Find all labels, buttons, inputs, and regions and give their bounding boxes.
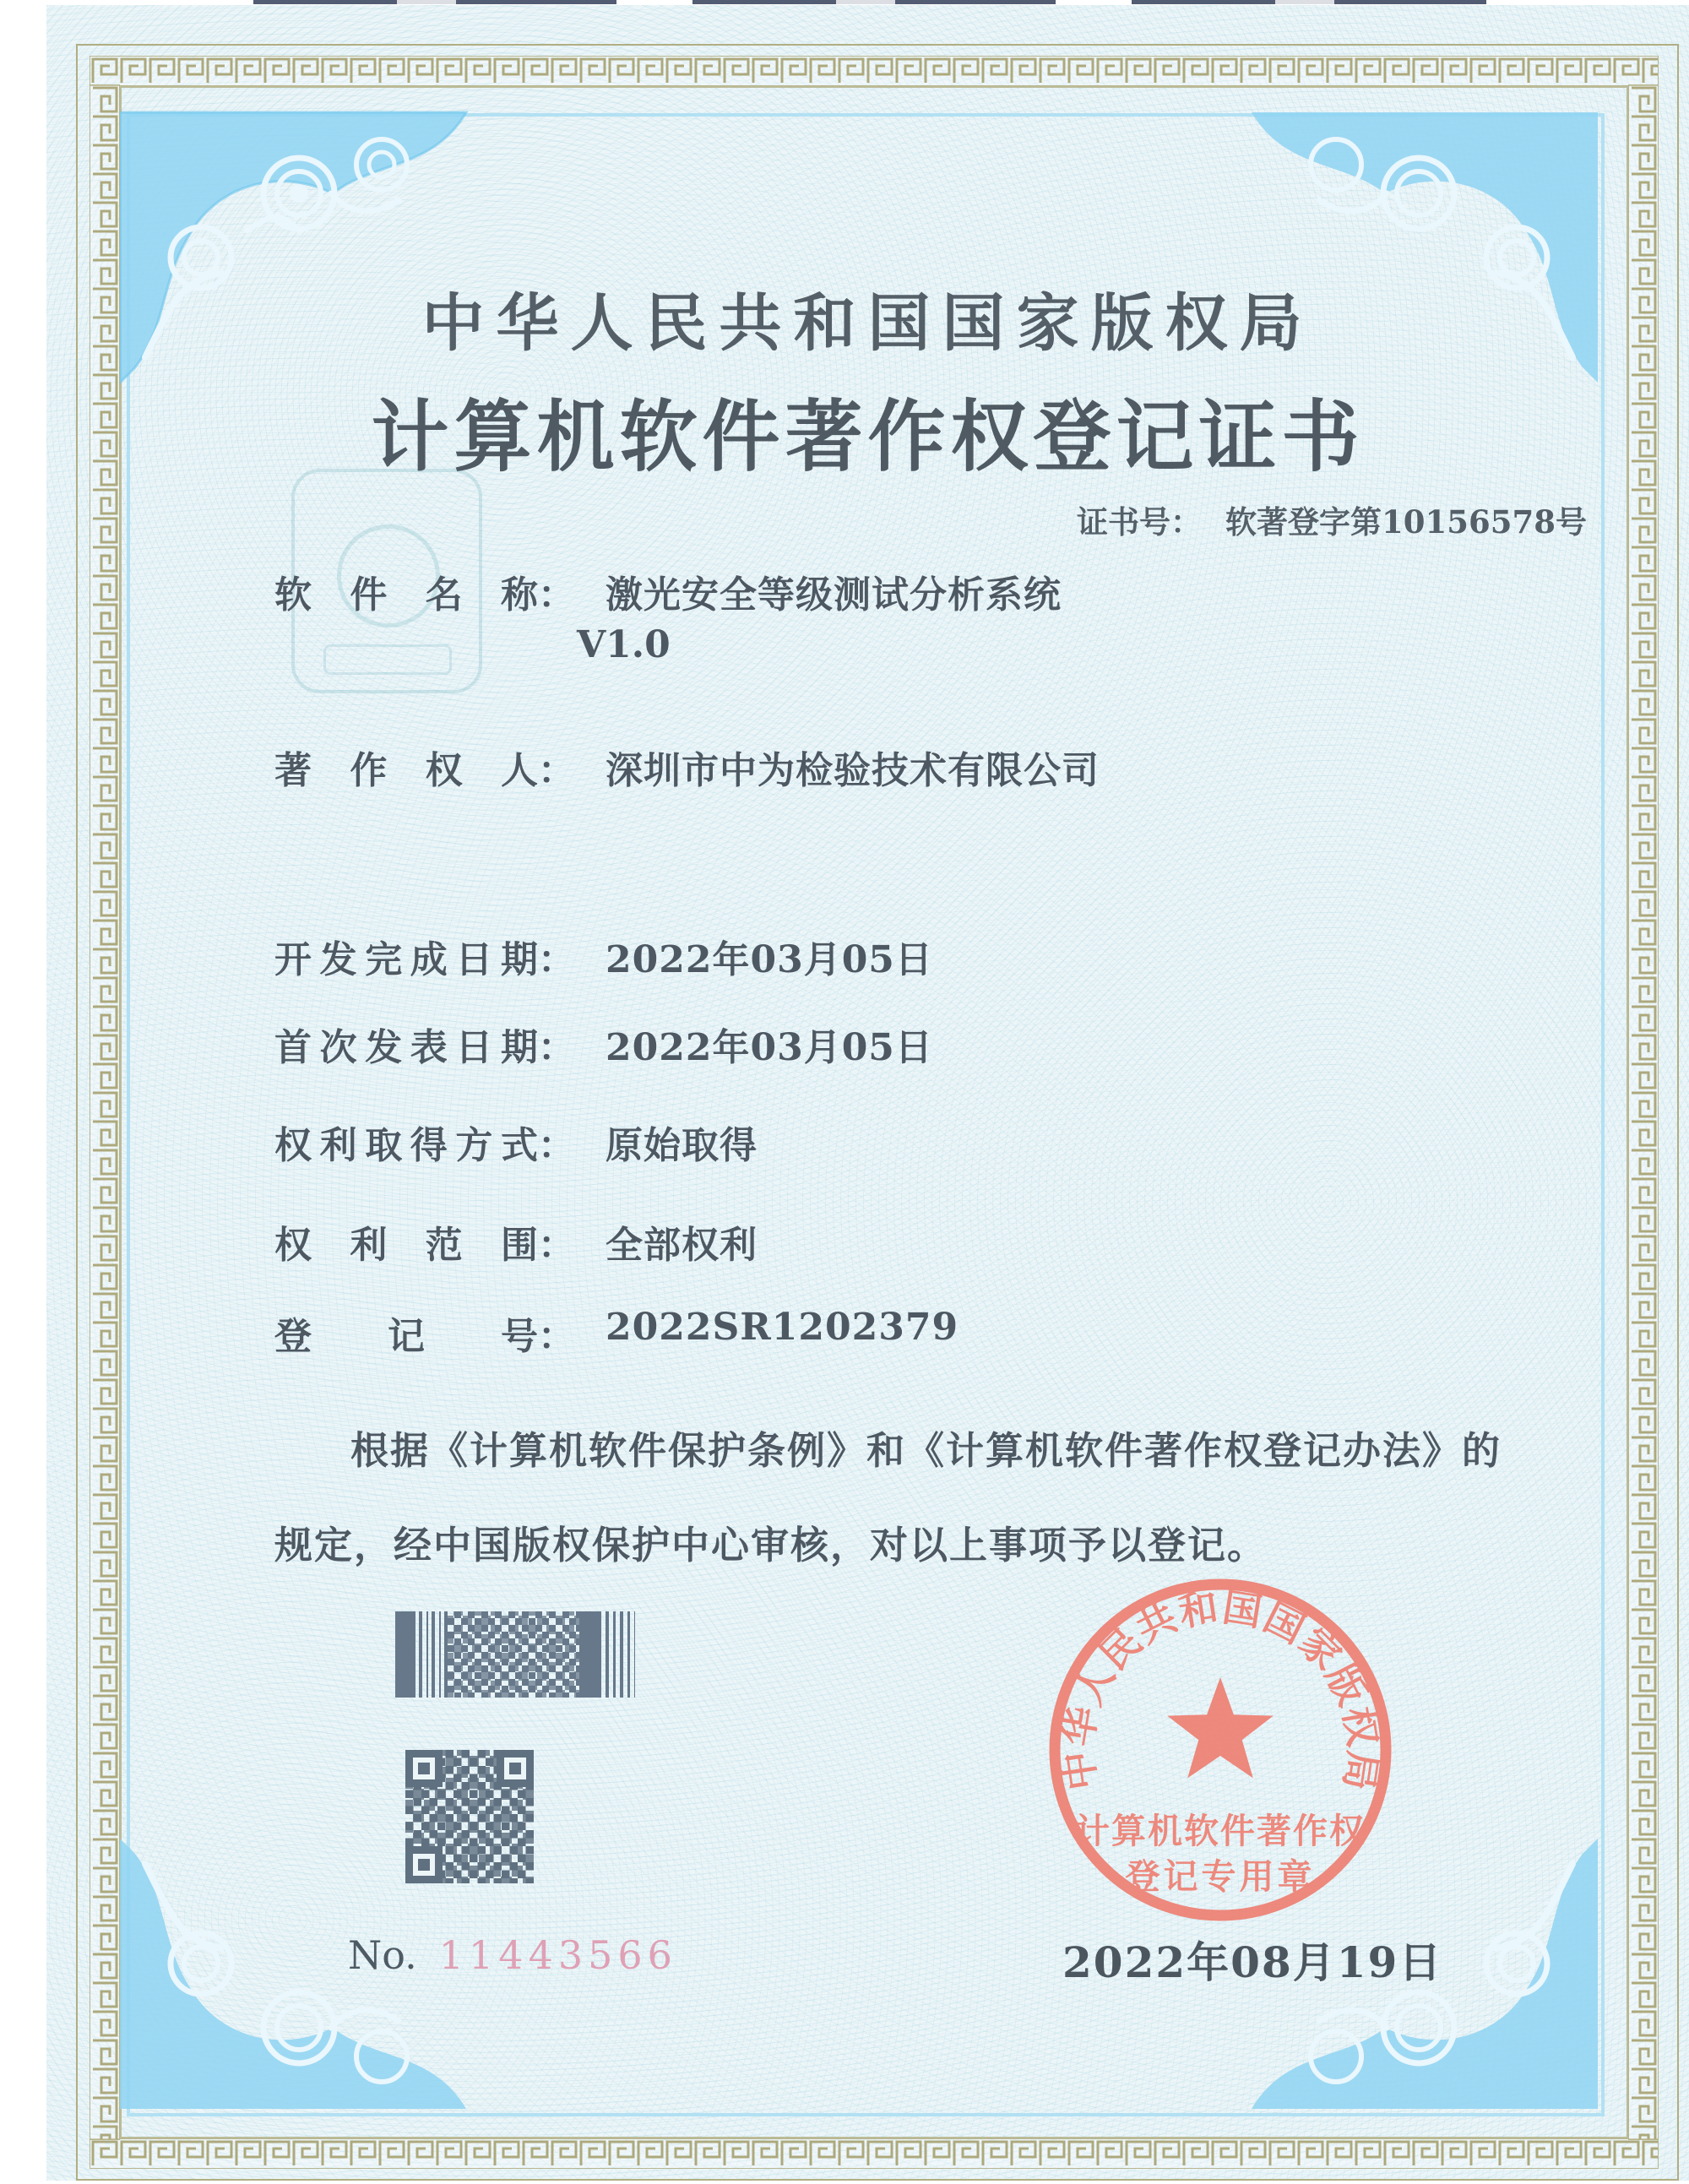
certificate-number-label: 证书号： xyxy=(1077,503,1202,541)
field-value: 原始取得 xyxy=(606,1124,758,1167)
field-label: 软件名称 xyxy=(274,573,538,617)
field-label: 登记号 xyxy=(274,1315,538,1358)
field-value: 全部权利 xyxy=(606,1224,758,1267)
seal-ring-text: 中华人民共和国国家版权局 xyxy=(1054,1584,1387,1794)
barcode-bars xyxy=(415,1611,448,1698)
field-row-software-name xyxy=(274,564,1062,618)
field-label: 首次发表日期 xyxy=(274,1026,538,1069)
software-version: V1.0 xyxy=(577,623,671,666)
field-colon: ： xyxy=(538,573,575,617)
field-label: 权利范围 xyxy=(274,1224,538,1267)
serial-number: 11443566 xyxy=(438,1932,677,1978)
field-colon: ： xyxy=(538,1224,575,1267)
field-value: 2022年03月05日 xyxy=(606,1026,933,1069)
issuing-authority-title: 中华人民共和国国家版权局 xyxy=(421,287,1314,360)
field-value: 2022年03月05日 xyxy=(606,938,933,981)
barcode-guard-left xyxy=(395,1611,415,1698)
seal-inner-line-2: 登记专用章 xyxy=(1125,1856,1316,1897)
scan-top-edge xyxy=(253,0,1486,4)
field-row-first-publish-date xyxy=(274,1017,933,1071)
serial-number-line xyxy=(348,1932,677,1978)
certificate-number-line xyxy=(1077,497,1587,542)
field-label: 开发完成日期 xyxy=(274,938,538,981)
field-row-registration-number xyxy=(274,1306,959,1360)
field-row-rights-scope xyxy=(274,1214,758,1269)
field-colon: ： xyxy=(538,1315,575,1358)
field-value: 2022SR1202379 xyxy=(606,1306,959,1349)
serial-label: No. xyxy=(348,1932,417,1978)
field-row-dev-complete-date xyxy=(274,929,933,983)
official-seal xyxy=(1013,1564,1427,1936)
barcode-guard-right xyxy=(579,1611,601,1698)
meander-border-top xyxy=(90,56,1659,86)
field-value: 深圳市中为检验技术有限公司 xyxy=(606,749,1100,792)
field-row-rights-acquisition xyxy=(274,1115,758,1169)
field-colon: ： xyxy=(538,749,575,792)
qr-code xyxy=(405,1750,534,1883)
field-colon: ： xyxy=(538,938,575,981)
qr-finder-bottom-left xyxy=(405,1846,443,1883)
barcode-bars xyxy=(601,1611,635,1698)
field-value: 激光安全等级测试分析系统 xyxy=(606,573,1062,617)
field-colon: ： xyxy=(538,1124,575,1167)
meander-border-bottom xyxy=(90,2138,1659,2169)
barcode xyxy=(395,1611,635,1698)
field-label: 著作权人 xyxy=(274,749,538,792)
watermark-footer xyxy=(323,644,452,675)
qr-finder-top-right xyxy=(497,1750,534,1787)
barcode-matrix xyxy=(448,1611,579,1698)
seal-inner-line-1: 计算机软件著作权 xyxy=(1075,1811,1366,1851)
certificate-title: 计算机软件著作权登记证书 xyxy=(371,391,1365,482)
statement-line-2: 规定，经中国版权保护中心审核，对以上事项予以登记。 xyxy=(274,1523,1268,1567)
certificate-number-value: 软著登字第10156578号 xyxy=(1225,503,1587,541)
qr-finder-top-left xyxy=(405,1750,443,1787)
field-label: 权利取得方式 xyxy=(274,1124,538,1167)
statement-line-1: 根据《计算机软件保护条例》和《计算机软件著作权登记办法》的 xyxy=(350,1428,1502,1473)
star-icon xyxy=(1167,1677,1274,1778)
issue-date: 2022年08月19日 xyxy=(1062,1937,1443,1987)
field-colon: ： xyxy=(538,1026,575,1069)
field-row-copyright-owner xyxy=(274,740,1100,794)
